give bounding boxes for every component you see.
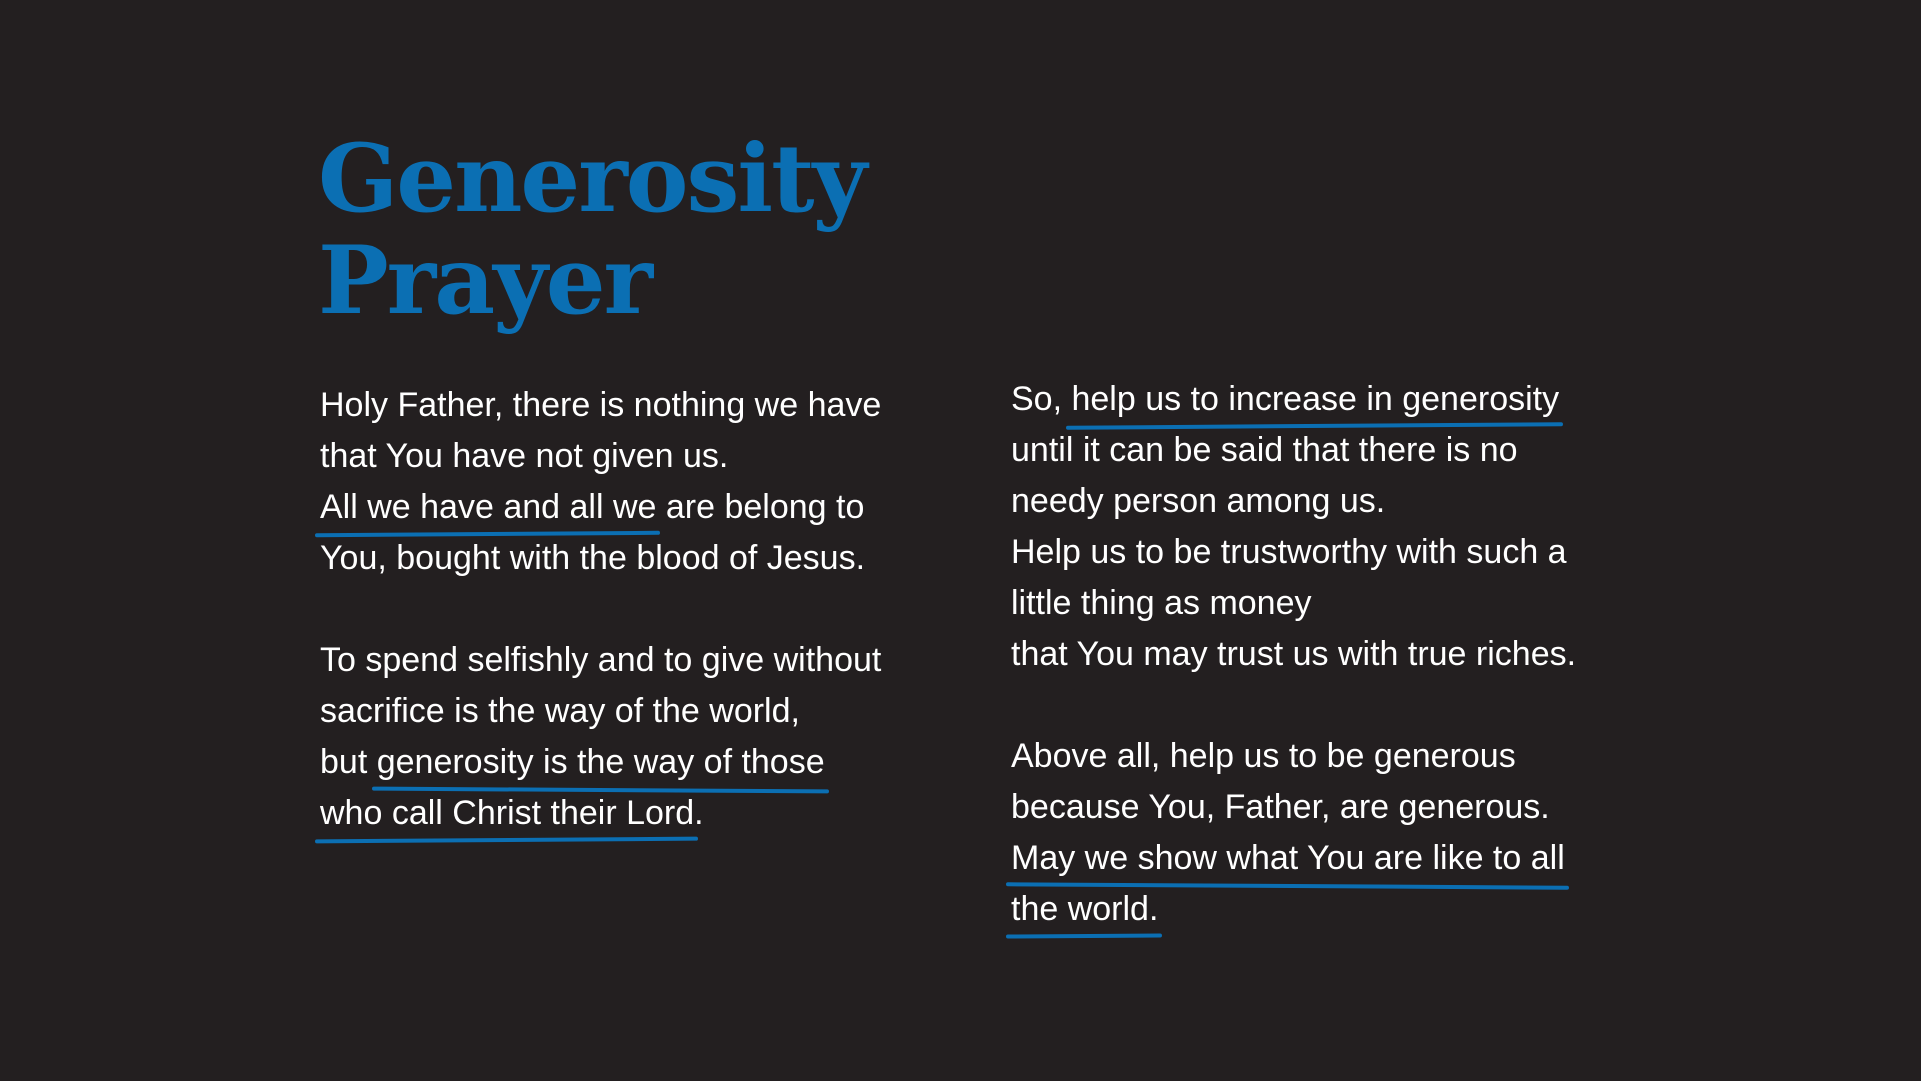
prayer-line: needy person among us.	[1011, 482, 1386, 520]
prayer-line: until it can be said that there is no	[1011, 431, 1518, 469]
underlined-phrase: the world.	[1011, 884, 1158, 935]
prayer-text: are belong to	[656, 488, 865, 526]
prayer-text: .	[694, 794, 704, 832]
prayer-line	[1011, 833, 1651, 884]
prayer-line	[320, 737, 940, 788]
prayer-line: Holy Father, there is nothing we have	[320, 386, 882, 424]
prayer-line: Help us to be trustworthy with such a	[1011, 533, 1567, 571]
underlined-phrase: generosity is the way of those	[377, 737, 825, 788]
prayer-line: little thing as money	[1011, 584, 1312, 622]
prayer-left-column	[320, 380, 940, 839]
prayer-line	[1011, 374, 1651, 425]
prayer-line: that You may trust us with true riches.	[1011, 635, 1577, 673]
underlined-phrase: All we have and all we	[320, 482, 656, 533]
title-line-2: Prayer	[318, 226, 652, 336]
underlined-phrase: May we show what You are like to all	[1011, 833, 1565, 884]
prayer-text: but	[320, 743, 377, 781]
paragraph-gap	[320, 584, 940, 635]
paragraph-gap	[1011, 680, 1651, 731]
title-line-1: Generosity	[318, 124, 866, 234]
prayer-line	[1011, 884, 1651, 935]
underlined-phrase: help us to increase in generosity	[1071, 374, 1559, 425]
prayer-line: because You, Father, are generous.	[1011, 788, 1550, 826]
prayer-text: So,	[1011, 380, 1072, 418]
underlined-phrase: who call Christ their Lord	[320, 788, 694, 839]
prayer-line	[320, 788, 940, 839]
prayer-line	[320, 482, 940, 533]
page-title	[318, 124, 866, 336]
prayer-line: that You have not given us.	[320, 437, 729, 475]
prayer-right-column	[1011, 374, 1651, 935]
prayer-line: You, bought with the blood of Jesus.	[320, 539, 866, 577]
prayer-line: Above all, help us to be generous	[1011, 737, 1516, 775]
prayer-line: To spend selfishly and to give without	[320, 641, 882, 679]
prayer-line: sacrifice is the way of the world,	[320, 692, 800, 730]
